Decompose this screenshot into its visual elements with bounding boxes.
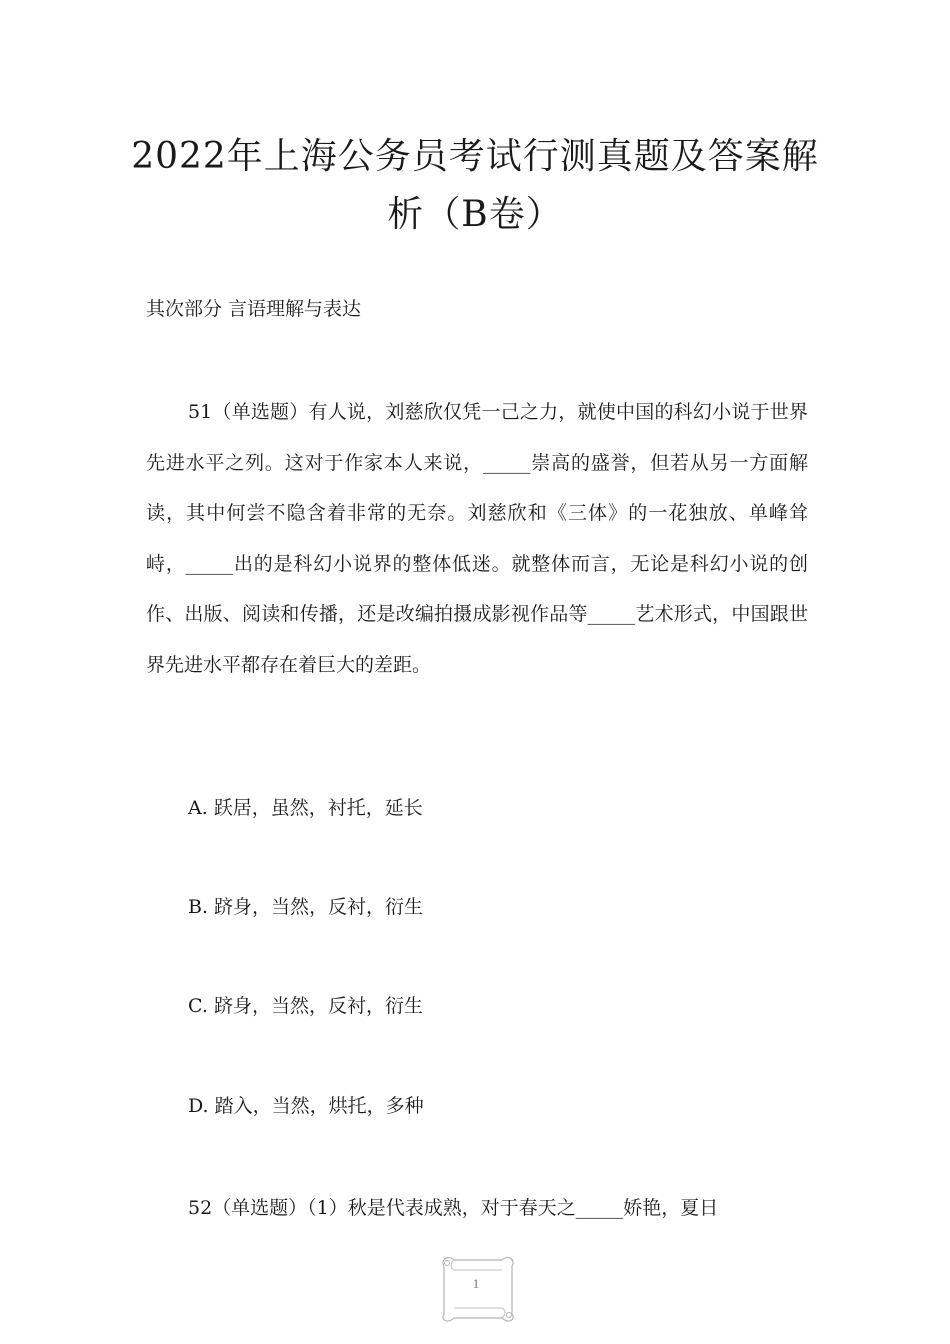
- question-51-option-d: D. 踏入，当然，烘托，多种: [188, 1095, 424, 1117]
- question-51-option-a: A. 跃居，虽然，衬托，延长: [188, 797, 423, 819]
- question-51-text: 51（单选题）有人说，刘慈欣仅凭一己之力，就使中国的科幻小说于世界先进水平之列。这对于作家本人来说，_____崇高的盛誉，但若从另一方面解读，其中何尝不隐含着非常的无奈。刘慈欣和《三体》的一花独放、单峰耸峙，_____出的是科幻小说界的整体低迷。就整体而言，无论是科幻小说的创作、出版、阅读和传播，还是改编拍摄成影视作品等_____艺术形式，中国跟世界先进水平都存在着巨大的差距。: [146, 401, 808, 676]
- question-52-text: 52（单选题）（1）秋是代表成熟，对于春天之_____娇艳，夏日: [188, 1197, 719, 1219]
- section-heading: 其次部分 言语理解与表达: [146, 298, 362, 320]
- page-footer: [430, 1252, 522, 1324]
- page-number: 1: [472, 1276, 480, 1291]
- question-51-option-b: B. 跻身，当然，反衬，衍生: [188, 896, 424, 918]
- question-51-option-c: C. 跻身，当然，反衬，衍生: [188, 995, 423, 1017]
- document-title: 2022年上海公务员考试行测真题及答案解析（B卷）: [131, 136, 819, 235]
